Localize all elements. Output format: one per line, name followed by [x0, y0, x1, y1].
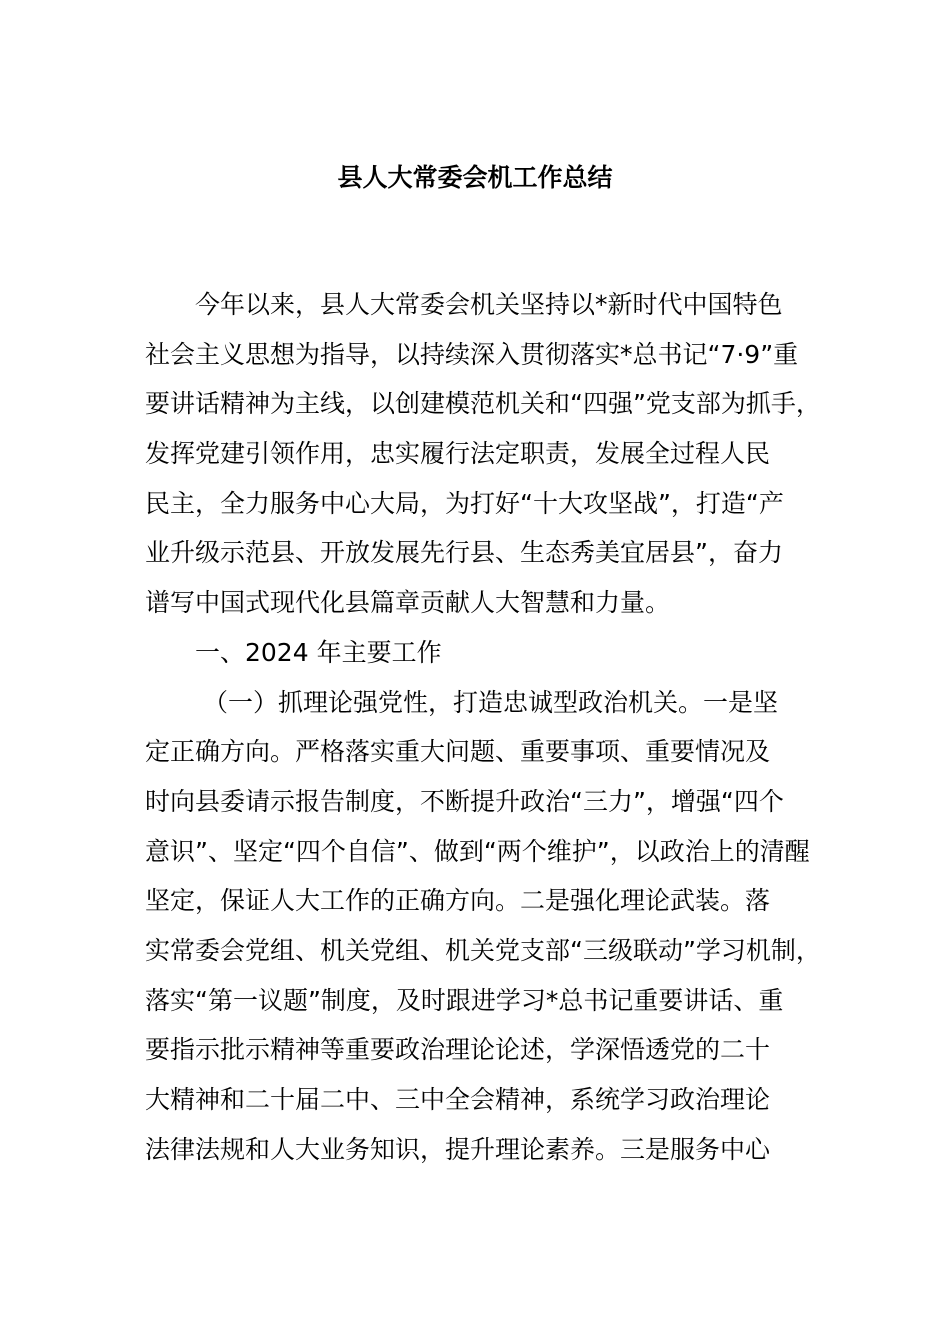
paragraph-line: 定正确方向。严格落实重大问题、重要事项、重要情况及 — [145, 737, 771, 767]
paragraph-line: 时向县委请示报告制度，不断提升政治“三力”，增强“四个 — [145, 786, 784, 816]
paragraph-line: （一）抓理论强党性，打造忠诚型政治机关。一是坚 — [203, 687, 779, 717]
paragraph-line: 民主，全力服务中心大局，为打好“十大攻坚战”，打造“产 — [145, 488, 784, 518]
document-title: 县人大常委会机工作总结 — [337, 163, 613, 192]
paragraph-line: 法律法规和人大业务知识，提升理论素养。三是服务中心 — [145, 1134, 771, 1164]
paragraph-line: 大精神和二十届二中、三中全会精神，系统学习政治理论 — [145, 1085, 771, 1114]
paragraph-line: 今年以来，县人大常委会机关坚持以*新时代中国特色 — [195, 290, 783, 319]
paragraph-line: 业升级示范县、开放发展先行县、生态秀美宜居县”，奋力 — [145, 538, 783, 568]
paragraph-line: 实常委会党组、机关党组、机关党支部“三级联动”学习机制， — [145, 935, 821, 965]
paragraph-line: 要讲话精神为主线，以创建模范机关和“四强”党支部为抓手， — [145, 389, 821, 419]
paragraph-line: 落实“第一议题”制度，及时跟进学习*总书记重要讲话、重 — [145, 985, 784, 1015]
paragraph-line: 发挥党建引领作用，忠实履行法定职责，发展全过程人民 — [145, 439, 771, 469]
paragraph-line: 意识”、坚定“四个自信”、做到“两个维护”，以政治上的清醒 — [145, 836, 810, 866]
paragraph-line: 坚定，保证人大工作的正确方向。二是强化理论武装。落 — [145, 886, 771, 916]
section-heading: 一、2024 年主要工作 — [195, 637, 442, 667]
document-body — [145, 280, 821, 1174]
paragraph-line: 要指示批示精神等重要政治理论论述，学深悟透党的二十 — [145, 1035, 771, 1065]
paragraph-line: 社会主义思想为指导，以持续深入贯彻落实*总书记“7·9”重 — [145, 339, 799, 369]
paragraph-line: 谱写中国式现代化县篇章贡献人大智慧和力量。 — [145, 588, 671, 618]
